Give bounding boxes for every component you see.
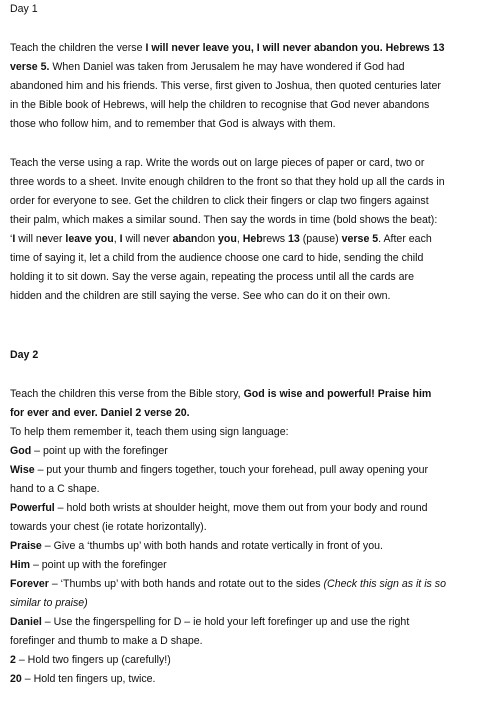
sign-term: 20 bbox=[10, 673, 22, 685]
text-line: time of saying it, let a child from the audience choose one card to hide, sending the child bbox=[10, 252, 424, 264]
sign-him bbox=[10, 558, 492, 572]
sign-2 bbox=[10, 653, 492, 667]
sign-term: Powerful bbox=[10, 502, 55, 514]
beat: I bbox=[119, 233, 123, 245]
text-line: abandoned him and his friends. This verse, first given to Joshua, then quoted centuries later bbox=[10, 80, 441, 92]
sign-description: – ‘Thumbs up’ with both hands and rotate out to the sides bbox=[48, 578, 324, 590]
verse-ref: verse 5. bbox=[10, 61, 50, 73]
sign-term: Wise bbox=[10, 464, 35, 476]
text: (pause) bbox=[299, 233, 342, 245]
beat: e bbox=[149, 233, 155, 245]
beat: Heb bbox=[242, 233, 263, 245]
text-line: their palm, which makes a similar sound. Then say the words in time (bold shows the beat): bbox=[10, 214, 438, 226]
heading-text: Day 2 bbox=[10, 349, 39, 361]
sign-description: hand to a C shape. bbox=[10, 483, 100, 495]
sign-description: towards your chest (ie rotate horizontally). bbox=[10, 521, 207, 533]
verse-text: I will never leave you, I will never abandon you. Hebrews 13 bbox=[145, 42, 445, 54]
sign-description: – Hold ten fingers up, twice. bbox=[21, 673, 156, 685]
beat: e bbox=[41, 233, 48, 245]
text-line: three words to a sheet. Invite enough children to the front so that they hold up all the cards in bbox=[10, 176, 445, 188]
sign-daniel bbox=[10, 615, 492, 629]
sign-term: Him bbox=[10, 559, 31, 571]
text-line: holding it to sit down. Say the verse again, repeating the process until all the cards are bbox=[10, 271, 414, 283]
sign-forever bbox=[10, 577, 492, 591]
verse-text: God is wise and powerful! Praise him bbox=[243, 388, 432, 400]
verse-text: for ever and ever. Daniel 2 verse 20. bbox=[10, 407, 190, 419]
sign-description: – Use the fingerspelling for D – ie hold your left forefinger up and use the right bbox=[41, 616, 410, 628]
text-line: those who follow him, and to remember that God is always with them. bbox=[10, 118, 336, 130]
text: Teach the children the verse bbox=[10, 42, 146, 54]
text-line: in the Bible book of Hebrews, will help the children to recognise that God never abandons bbox=[10, 99, 430, 111]
text: ver bbox=[47, 233, 66, 245]
text-line: order for everyone to see. Get the children to click their fingers or clap two fingers against bbox=[10, 195, 429, 207]
sign-description: – Give a ‘thumbs up’ with both hands and rotate vertically in front of you. bbox=[41, 540, 383, 552]
text-line: Teach the verse using a rap. Write the words out on large pieces of paper or card, two or bbox=[10, 157, 425, 169]
sign-20 bbox=[10, 672, 492, 686]
text-line: hidden and the children are still saying the verse. See who can do it on their own. bbox=[10, 290, 391, 302]
sign-description: – Hold two fingers up (carefully!) bbox=[15, 654, 171, 666]
sign-praise bbox=[10, 539, 492, 553]
text: Teach the children this verse from the Bible story, bbox=[10, 388, 244, 400]
sign-description: – point up with the forefinger bbox=[31, 445, 168, 457]
beat: 13 bbox=[288, 233, 300, 245]
text: , bbox=[236, 233, 243, 245]
day2-heading bbox=[10, 348, 492, 362]
rap-line bbox=[10, 232, 492, 246]
sign-description: – hold both wrists at shoulder height, move them out from your body and round bbox=[54, 502, 428, 514]
beat: you bbox=[217, 233, 237, 245]
text: When Daniel was taken from Jerusalem he may have wondered if God had bbox=[49, 61, 405, 73]
text: . After each bbox=[378, 233, 432, 245]
sign-term: Forever bbox=[10, 578, 49, 590]
sign-powerful bbox=[10, 501, 492, 515]
sign-term: Daniel bbox=[10, 616, 42, 628]
beat: I bbox=[12, 233, 16, 245]
day1-heading: Day 1 bbox=[10, 3, 38, 15]
text: will n bbox=[15, 233, 42, 245]
beat: verse 5 bbox=[341, 233, 379, 245]
sign-description: – point up with the forefinger bbox=[30, 559, 167, 571]
sign-term: 2 bbox=[10, 654, 16, 666]
sign-description: forefinger and thumb to make a D shape. bbox=[10, 635, 203, 647]
sign-note: (Check this sign as it is so bbox=[323, 578, 446, 590]
text: rews bbox=[262, 233, 289, 245]
beat: leave you bbox=[65, 233, 114, 245]
text: will n bbox=[122, 233, 150, 245]
text: ‘ bbox=[10, 233, 13, 245]
text: , bbox=[113, 233, 120, 245]
sign-wise bbox=[10, 463, 492, 477]
sign-note: similar to praise) bbox=[10, 597, 88, 609]
sign-term: Praise bbox=[10, 540, 42, 552]
sign-term: God bbox=[10, 445, 32, 457]
sign-god bbox=[10, 444, 492, 458]
text: ver bbox=[154, 233, 173, 245]
beat: aban bbox=[172, 233, 198, 245]
sign-description: – put your thumb and fingers together, touch your forehead, pull away opening your bbox=[34, 464, 429, 476]
text-line: To help them remember it, teach them using sign language: bbox=[10, 426, 289, 438]
text: don bbox=[197, 233, 218, 245]
